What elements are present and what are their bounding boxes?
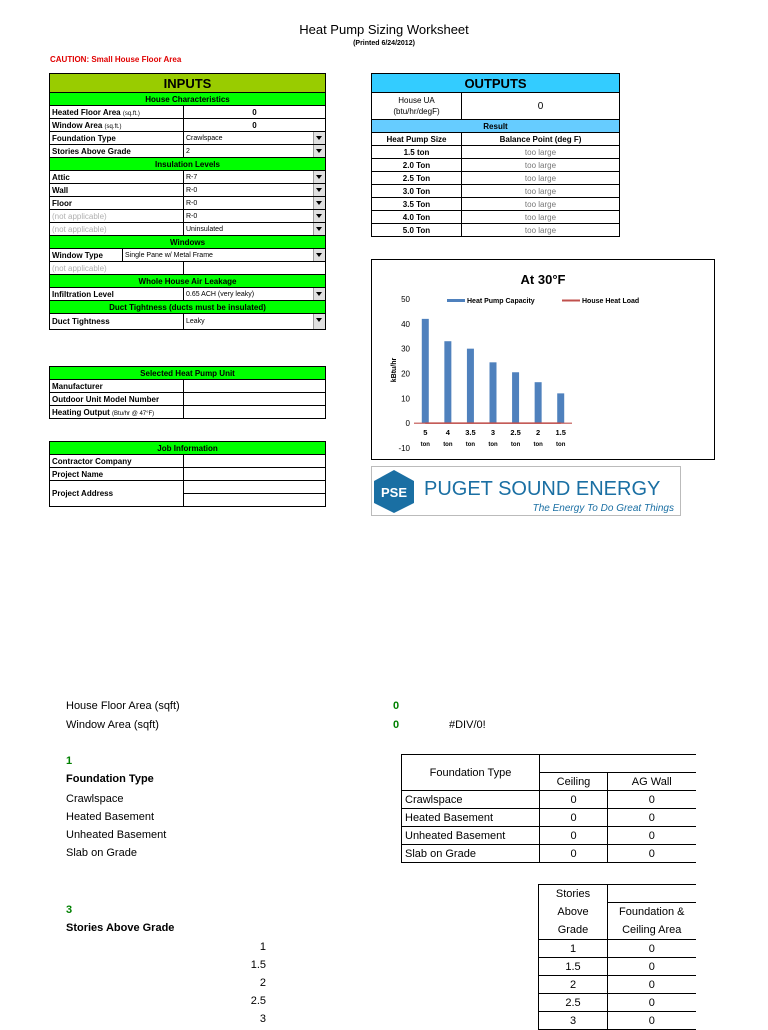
x-tick-label: 5 bbox=[423, 428, 428, 438]
y-tick-label: 40 bbox=[401, 319, 410, 329]
col-ceiling: Ceiling bbox=[540, 773, 608, 791]
col-balance-point: Balance Point (deg F) bbox=[462, 133, 620, 146]
legend-label-load: House Heat Load bbox=[582, 298, 640, 305]
house-floor-area-label: House Floor Area (sqft) bbox=[66, 700, 180, 712]
balance-point: too large bbox=[462, 172, 620, 185]
wall-label: Wall bbox=[50, 184, 184, 197]
legend-swatch-capacity bbox=[447, 299, 465, 302]
floor-select[interactable]: R-0 bbox=[184, 197, 326, 210]
st-row-stories: 2 bbox=[539, 976, 608, 994]
y-tick-label: 0 bbox=[405, 419, 410, 429]
duct-tightness-select[interactable]: Leaky bbox=[184, 314, 326, 330]
not-applicable-label: (not applicable) bbox=[50, 210, 184, 223]
na1-select[interactable]: R-0 bbox=[184, 210, 326, 223]
inputs-header: INPUTS bbox=[50, 74, 326, 93]
chevron-down-icon[interactable] bbox=[313, 197, 325, 209]
div-error: #DIV/0! bbox=[449, 719, 486, 731]
ft-row-agwall: 0 bbox=[608, 791, 696, 809]
foundation-heading: Foundation Type bbox=[66, 773, 154, 785]
chart-bar bbox=[467, 349, 474, 424]
y-tick-label: 20 bbox=[401, 369, 410, 379]
st-row-stories: 3 bbox=[539, 1012, 608, 1030]
window-area-input[interactable]: 0 bbox=[184, 119, 326, 132]
y-tick-label: 50 bbox=[401, 295, 410, 304]
chart-title: At 30°F bbox=[520, 272, 566, 287]
na3-cell[interactable] bbox=[184, 262, 326, 275]
pse-company-name: PUGET SOUND ENERGY bbox=[424, 478, 661, 500]
project-address-input-2[interactable] bbox=[184, 494, 326, 507]
x-tick-label: 3.5 bbox=[465, 428, 476, 438]
project-address-label: Project Address bbox=[50, 481, 184, 507]
foundation-list-item: Slab on Grade bbox=[66, 847, 137, 859]
st-row-area: 0 bbox=[608, 994, 696, 1012]
wall-select[interactable]: R-0 bbox=[184, 184, 326, 197]
x-tick-label: 2 bbox=[536, 428, 541, 438]
balance-point: too large bbox=[462, 185, 620, 198]
pse-badge-text: PSE bbox=[380, 485, 408, 500]
window-area-label: Window Area (sqft) bbox=[66, 719, 159, 731]
ft-row-agwall: 0 bbox=[608, 827, 696, 845]
window-type-label: Window Type bbox=[50, 249, 123, 261]
pse-logo bbox=[371, 466, 681, 516]
chevron-down-icon[interactable] bbox=[313, 249, 325, 261]
section-number: 3 bbox=[66, 904, 73, 916]
balance-point: too large bbox=[462, 146, 620, 159]
house-ua-value: 0 bbox=[462, 93, 620, 120]
capacity-chart bbox=[371, 259, 715, 460]
st-row-stories: 2.5 bbox=[539, 994, 608, 1012]
st-row-area: 0 bbox=[608, 976, 696, 994]
pse-tagline: The Energy To Do Great Things bbox=[532, 503, 674, 514]
infiltration-label: Infiltration Level bbox=[50, 288, 184, 301]
page-title: Heat Pump Sizing Worksheet bbox=[299, 22, 469, 37]
printed-date: (Printed 6/24/2012) bbox=[353, 40, 415, 47]
col-foundation-ceiling-area: Foundation & Ceiling Area bbox=[608, 903, 696, 940]
stories-list-item: 2 bbox=[259, 977, 266, 989]
ft-row-agwall: 0 bbox=[608, 809, 696, 827]
stories-select[interactable]: 2 bbox=[184, 145, 326, 158]
house-floor-area-value: 0 bbox=[393, 700, 400, 712]
ft-row-ceiling: 0 bbox=[540, 791, 608, 809]
chart-bar bbox=[490, 362, 497, 423]
attic-select[interactable]: R-7 bbox=[184, 171, 326, 184]
balance-point: too large bbox=[462, 224, 620, 237]
ft-row-name: Heated Basement bbox=[402, 809, 540, 827]
ft-row-ceiling: 0 bbox=[540, 845, 608, 863]
foundation-type-label: Foundation Type bbox=[50, 132, 184, 145]
project-name-input[interactable] bbox=[184, 468, 326, 481]
x-tick-unit: ton bbox=[465, 442, 476, 449]
stories-label: Stories Above Grade bbox=[50, 145, 184, 158]
col-ag-wall: AG Wall bbox=[608, 773, 696, 791]
chart-bar bbox=[444, 341, 451, 423]
chart-ylabel: kBtu/hr bbox=[391, 357, 398, 383]
chevron-down-icon[interactable] bbox=[313, 288, 325, 300]
duct-tightness-header: Duct Tightness (ducts must be insulated) bbox=[50, 301, 326, 314]
x-tick-unit: ton bbox=[556, 442, 566, 449]
chart-bars bbox=[414, 319, 572, 423]
heated-floor-area-label: Heated Floor Area (sq.ft.) bbox=[50, 106, 184, 119]
job-info-table bbox=[49, 441, 326, 507]
ft-row-ceiling: 0 bbox=[540, 827, 608, 845]
inputs-table bbox=[49, 73, 326, 330]
foundation-list-item: Heated Basement bbox=[66, 811, 155, 823]
chart-legend bbox=[447, 298, 639, 305]
section-number: 1 bbox=[66, 755, 73, 767]
ft-table-blank bbox=[540, 755, 696, 773]
heated-floor-area-input[interactable]: 0 bbox=[184, 106, 326, 119]
chart-svg bbox=[372, 260, 714, 459]
heat-pump-unit-header: Selected Heat Pump Unit bbox=[50, 367, 326, 380]
ft-row-ceiling: 0 bbox=[540, 809, 608, 827]
legend-label-capacity: Heat Pump Capacity bbox=[467, 298, 535, 305]
chevron-down-icon[interactable] bbox=[313, 145, 325, 157]
ft-row-name: Slab on Grade bbox=[402, 845, 540, 863]
heat-pump-unit-table bbox=[49, 366, 326, 419]
chart-bar bbox=[557, 393, 564, 423]
not-applicable-label: (not applicable) bbox=[50, 223, 184, 236]
result-header: Result bbox=[372, 120, 620, 133]
manufacturer-label: Manufacturer bbox=[50, 380, 184, 393]
chevron-down-icon[interactable] bbox=[313, 132, 325, 144]
pse-logo-svg bbox=[372, 467, 680, 515]
x-tick-unit: ton bbox=[443, 442, 453, 449]
outputs-header: OUTPUTS bbox=[372, 74, 620, 93]
balance-point: too large bbox=[462, 159, 620, 172]
window-area-label: Window Area (sq.ft.) bbox=[50, 119, 184, 132]
heating-output-input[interactable] bbox=[184, 406, 326, 419]
model-number-input[interactable] bbox=[184, 393, 326, 406]
not-applicable-label: (not applicable) bbox=[50, 262, 184, 275]
ft-row-agwall: 0 bbox=[608, 845, 696, 863]
caution-text: CAUTION: Small House Floor Area bbox=[50, 55, 182, 64]
x-tick-unit: ton bbox=[533, 442, 543, 449]
x-tick-label: 4 bbox=[445, 428, 450, 438]
y-tick-label: 30 bbox=[401, 344, 410, 354]
ft-table-header: Foundation Type bbox=[402, 755, 540, 791]
heat-pump-size: 3.5 Ton bbox=[372, 198, 462, 211]
na2-select[interactable]: Uninsulated bbox=[184, 223, 326, 236]
duct-tightness-label: Duct Tightness bbox=[50, 314, 184, 330]
x-tick-label: 3 bbox=[490, 428, 496, 438]
manufacturer-input[interactable] bbox=[184, 380, 326, 393]
y-tick-label: -10 bbox=[398, 444, 410, 453]
chart-bar bbox=[535, 382, 542, 423]
foundation-type-table bbox=[401, 754, 696, 863]
window-area-value: 0 bbox=[393, 719, 400, 731]
window-type-row bbox=[50, 249, 326, 262]
house-characteristics-header: House Characteristics bbox=[50, 93, 326, 106]
foundation-list-item: Crawlspace bbox=[66, 793, 124, 805]
chart-bar bbox=[512, 372, 519, 423]
model-number-label: Outdoor Unit Model Number bbox=[50, 393, 184, 406]
x-tick-unit: ton bbox=[488, 442, 498, 449]
x-tick-unit: ton bbox=[420, 442, 430, 449]
balance-point: too large bbox=[462, 211, 620, 224]
st-row-stories: 1.5 bbox=[539, 958, 608, 976]
floor-label: Floor bbox=[50, 197, 184, 210]
heat-pump-size: 1.5 ton bbox=[372, 146, 462, 159]
chart-bar bbox=[422, 319, 429, 423]
chevron-down-icon[interactable] bbox=[313, 223, 325, 235]
job-info-header: Job Information bbox=[50, 442, 326, 455]
st-row-area: 0 bbox=[608, 958, 696, 976]
st-table-blank bbox=[608, 885, 696, 903]
chevron-down-icon[interactable] bbox=[313, 314, 325, 329]
st-table-header: Stories Above Grade bbox=[539, 885, 608, 940]
stories-heading: Stories Above Grade bbox=[66, 922, 175, 934]
stories-list-item: 1 bbox=[259, 941, 266, 953]
heat-pump-size: 3.0 Ton bbox=[372, 185, 462, 198]
chevron-down-icon[interactable] bbox=[313, 210, 325, 222]
foundation-type-select[interactable]: Crawlspace bbox=[184, 132, 326, 145]
contractor-label: Contractor Company bbox=[50, 455, 184, 468]
heat-pump-size: 4.0 Ton bbox=[372, 211, 462, 224]
x-tick-unit: ton bbox=[510, 442, 521, 449]
outputs-table bbox=[371, 73, 620, 237]
project-name-label: Project Name bbox=[50, 468, 184, 481]
air-leakage-header: Whole House Air Leakage bbox=[50, 275, 326, 288]
st-row-area: 0 bbox=[608, 940, 696, 958]
heat-pump-size: 5.0 Ton bbox=[372, 224, 462, 237]
y-tick-label: 10 bbox=[401, 394, 410, 404]
windows-header: Windows bbox=[50, 236, 326, 249]
chevron-down-icon[interactable] bbox=[313, 184, 325, 196]
balance-point: too large bbox=[462, 198, 620, 211]
heat-pump-size: 2.5 Ton bbox=[372, 172, 462, 185]
house-ua-label: House UA (btu/hr/degF) bbox=[372, 93, 462, 120]
stories-table bbox=[538, 884, 696, 1030]
col-heat-pump-size: Heat Pump Size bbox=[372, 133, 462, 146]
foundation-list-item: Unheated Basement bbox=[66, 829, 167, 841]
x-tick-label: 1.5 bbox=[555, 428, 566, 438]
insulation-levels-header: Insulation Levels bbox=[50, 158, 326, 171]
attic-label: Attic bbox=[50, 171, 184, 184]
ft-row-name: Crawlspace bbox=[402, 791, 540, 809]
ft-row-name: Unheated Basement bbox=[402, 827, 540, 845]
stories-list-item: 1.5 bbox=[250, 959, 266, 971]
window-type-select[interactable]: Single Pane w/ Metal Frame bbox=[123, 249, 326, 261]
st-row-stories: 1 bbox=[539, 940, 608, 958]
project-address-input[interactable] bbox=[184, 481, 326, 494]
stories-list-item: 3 bbox=[259, 1013, 266, 1025]
chevron-down-icon[interactable] bbox=[313, 171, 325, 183]
infiltration-select[interactable]: 0.65 ACH (very leaky) bbox=[184, 288, 326, 301]
x-tick-label: 2.5 bbox=[510, 428, 521, 438]
heat-pump-size: 2.0 Ton bbox=[372, 159, 462, 172]
stories-list-item: 2.5 bbox=[250, 995, 266, 1007]
contractor-input[interactable] bbox=[184, 455, 326, 468]
heating-output-label: Heating Output (Btu/hr @ 47°F) bbox=[50, 406, 184, 419]
st-row-area: 0 bbox=[608, 1012, 696, 1030]
